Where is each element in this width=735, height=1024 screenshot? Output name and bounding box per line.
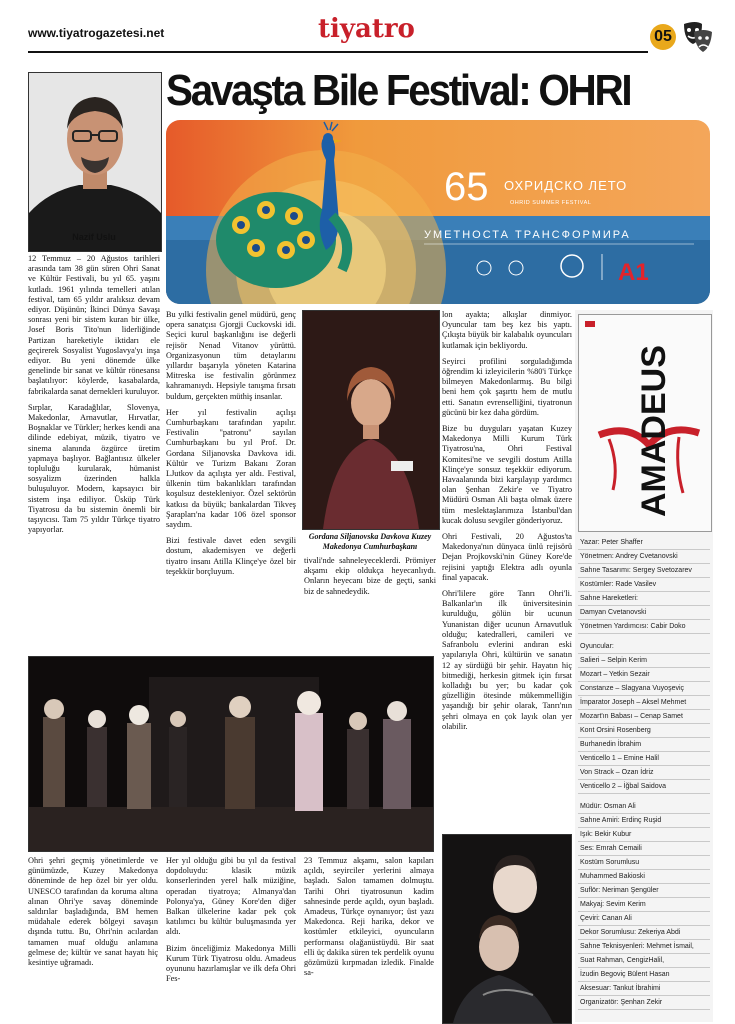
paragraph: Ohri'lilere göre Tanrı Ohri'li. Balkanlar'ın ilk üniversitesinin kurulduğu, gölün bir ucunun Yunanistan diğer ucunun Arnavutluk olduğu; katedralleri, camileri ve Safranbolu evlerini andıran eski yapılarıyla Ohri, kültürün ve sanatın 12 ay sürdüğü bir şehir. Hayatın hiç bitmediği, herkesin gitmek için fırsat kolladığı bu yer; bu kadar çok güzelliğin ötesinde mükemmelliğin yaşandığı bir şehir olarak, Tanrı'nın şehri olmaya en çok layık olan yer olabilir. [442,589,572,731]
article-column-4 [442,310,572,738]
paragraph: Her yıl festivalin açılışı Cumhurbaşkanı tarafından yapılır. Festivalin "patronu" sayılan Cumhurbaşkanı bu yıl Prof. Dr. Gordana Siljanovska Davkova idi. Kültür ve Turizm Bakanı Zoran LJutkov da açılışta yer aldı. Festival, ülkenin tüm bakanlıkları tarafından koşulsuz destekleniyor. Özel sektörün katkısı da büyük; bankalardan Tikveş Şarapları'na kadar 106 özel sponsor saydım. [166,407,296,530]
banner-title-en: OHRID SUMMER FESTIVAL [510,200,592,206]
paragraph: Bizim önceliğimiz Makedonya Milli Kurum Türk Tiyatrosu oldu. Amadeus oyununu hazırlamışlar ve ilk defa Ohri Fes- [166,943,296,984]
credit-line: Sahne Amiri: Erdinç Ruşid [578,814,710,828]
credit-line: Burhanedin İbrahim [578,738,710,752]
credit-line: Çeviri: Canan Ali [578,912,710,926]
president-photo [302,310,440,530]
credit-line: Organizatör: Şenhan Zekir [578,996,710,1010]
festival-banner [166,120,710,304]
article-column-7 [304,856,434,984]
paragraph: Seyirci profilini sorguladığımda öğrendim ki izleyicilerin %80'i Türkçe bilmeyen Makedonlarmış. Bu bilgi beni hem çok şaşırttı hem de mutlu etti. Sanatın evrenselliğini, tiyatronun gücünü bir kez daha gördüm. [442,356,572,417]
credit-line: Müdür: Osman Ali [578,800,710,814]
site-url: www.tiyatrogazetesi.net [28,26,165,40]
paragraph: Bu yılki festivalin genel müdürü, genç opera sanatçısı Gjorgji Cuckovski idi. Seçici kurul başkanlığını ise değerli rejisör Nenad Vitanov yürüttü. Organizasyonun tüm detaylarını yıllardır başarıyla yöneten Katarina Mitreska ise festivalin görünmez kahramanıydı. Hepsiyle tanışma fırsatı buldum, gerçekten müthiş insanlar. [166,310,296,401]
paragraph: lon ayakta; alkışlar dinmiyor. Oyuncular tam beş kez bis yaptı. Çıkışta büyük bir kalabalık oyuncuları kutlamak için bekliyordu. [442,310,572,350]
paragraph: Ohri Festivali, 20 Ağustos'ta Makedonya'nın dünyaca ünlü rejisörü Dejan Projkovski'nin Güney Kore'de rejisini yaptığı Elektra adlı oyunla final yapacak. [442,532,572,582]
paragraph: Bizi festivale davet eden sevgili dostum, akademisyen ve değerli tiyatro insanı Atilla Klinçe'ye özel bir teşekkür borçluyum. [166,536,296,576]
credit-line: Mozart'ın Babası – Cenap Samet [578,710,710,724]
page-number: 05 [650,24,676,50]
paragraph: 23 Temmuz akşamı, salon kapıları açıldı, seyirciler yerlerini almaya başladı. Salon tamamen dolmuştu. Tarihi Ohri tiyatrosunun kadim sahnesinde perde açıldı, oyun başladı. Amadeus, Türkçe oynanıyor; üst yazı Makedonca. Reji harika, dekor ve kostümler etkileyici, oyuncuların performansı olağanüstüydü. Bir saat elli üç dakika süren tek perdelik oyunu gözümüzü kırpmadan izledik. Finalde sa- [304,856,434,978]
credit-line: Salieri – Selpin Kerim [578,654,710,668]
credits-list [578,536,710,1010]
credit-line: Suat Rahman, CengizHalil, [578,954,710,968]
author-photo [28,72,162,252]
author-name: Nazif Uslu [72,232,116,242]
article-column-5 [28,856,158,974]
header-rule [28,51,648,53]
credit-line: Kostümler: Rade Vasilev [578,578,710,592]
credit-line: Sahne Teknisyenleri: Mehmet İsmail, [578,940,710,954]
theatre-masks-icon [680,20,714,54]
credit-line: Von Strack – Ozan İdriz [578,766,710,780]
credit-line: Sahne Hareketleri: [578,592,710,606]
credit-line: Ses: Emrah Cemaili [578,842,710,856]
article-column-1 [28,254,160,541]
credit-line: Dekor Sorumlusu: Zekeriya Abdi [578,926,710,940]
credit-line: Venticello 1 – Emine Halil [578,752,710,766]
credit-line: Makyaj: Sevim Kerim [578,898,710,912]
paragraph: 12 Temmuz – 20 Ağustos tarihleri arasında tam 38 gün süren Ohri Sanat ve Kültür Festivali, bu yıl 65. yaşını kutladı. 1961 yılında temelleri atılan festival, tam 65 yıldır aralıksız devam ediyor. Düşünün; İkinci Dünya Savaşı sonrası yeni bir sistem kuran bir ülke, Josef Boris Tito'nun liderliğinde Partizan hareketiyle iktidarı ele geçirerek Sosyalist Yugoslavya'yı inşa ediyor. Bu yeni dönemde ülke genelinde bir sanat ve kültür rönesansı başlatılıyor: köylerde, kasabalarda, fabrikalarda sanat dernekleri kuruluyor. [28,254,160,396]
credit-line: Constanze – Slagyana Vuyoşeviç [578,682,710,696]
credit-line: Yönetmen: Andrey Cvetanovski [578,550,710,564]
banner-tagline: УМЕТНОСТА ТРАНСФОРМИРА [424,229,631,241]
credit-line: Suflör: Neriman Şengüler [578,884,710,898]
credit-line: Işık: Bekir Kubur [578,828,710,842]
sponsor-logo: A1 [618,259,649,286]
banner-number: 65 [444,165,489,209]
paragraph: Her yıl olduğu gibi bu yıl da festival dopdoluydu: klasik müzik konserlerinden yerel halk müziğine, operadan tiyatroya; Almanya'dan Polonya'ya, Güney Kore'den diğer Balkan ülkelerine kadar pek çok katılımcı bu kültür buluşmasında yer aldı. [166,856,296,937]
credit-line: Yönetmen Yardımcısı: Cabir Doko [578,620,710,634]
article-column-3 [304,556,436,603]
credit-line: Damyan Cvetanovski [578,606,710,620]
credit-line: İzudin Begoviç Bülent Hasan [578,968,710,982]
article-column-6 [166,856,296,990]
article-headline: Savaşta Bile Festival: OHRI [166,66,631,115]
actors-photo [442,834,572,1024]
credit-line: Kostüm Sorumlusu [578,856,710,870]
credit-line: Sahne Tasarımı: Sergey Svetozarev [578,564,710,578]
credit-line: Yazar: Peter Shaffer [578,536,710,550]
credit-line: Oyuncular: [578,640,710,654]
paragraph: Ohri şehri geçmiş yönetimlerde ve günümüzde, Kuzey Makedonya döneminde de hep özel bir yer oldu. UNESCO tarafından da koruma altına alınan Ohri'ye savaş döneminde saldırılar başladığında, BM hemen müdahale ederek bölgeyi savaşın dışında tuttu. Bu, Ohri'nin acılardan tamamen muaf olduğu anlamına gelmese de; kültür ve sanat hayatı hiç kesintiye uğramadı. [28,856,158,968]
banner-title-mk: ОХРИДСКО ЛЕТО [504,178,628,193]
credit-line: Aksesuar: Tankut İbrahimi [578,982,710,996]
paragraph: tivali'nde sahneleyeceklerdi. Prömiyer akşamı ekip oldukça heyecanlıydı. Onların heyecanı bize de geçti, sanki biz de sahnedeydik. [304,556,436,596]
stage-photo [28,656,434,852]
credit-line: Kont Orsini Rosenberg [578,724,710,738]
amadeus-poster [578,314,712,532]
paragraph: Sırplar, Karadağlılar, Slovenya, Makedonlar, Arnavutlar, Hırvatlar, Boşnaklar ve Türkler; herkes kendi ana dilinde edebiyat, müzik, tiyatro ve sinema alanında özgürce üretim yapmaya başlıyor. Bağlantısız ülkeler topluluğu kurularak, hümanist sosyalizm üzerinden halkla buluşuluyor. Modern, kapsayıcı bir sistem inşa ediliyor. Üsküp Türk Tiyatrosu da bu sistemin önemli bir taşıyıcısı. Tam 75 yıldır Türkçe tiyatro yapıyorlar. [28,402,160,535]
section-title: tiyatro [318,14,415,44]
credit-line: Mozart – Yetkin Sezair [578,668,710,682]
credit-line: Muhammed Bakioski [578,870,710,884]
credit-line: Venticello 2 – İğbal Saidova [578,780,710,794]
photo-caption: Gordana Siljanovska Davkova Kuzey Makedonya Cumhurbaşkanı [308,532,432,551]
poster-title: AMADEUS [635,345,673,517]
credit-line: İmparator Joseph – Aksel Mehmet [578,696,710,710]
article-column-2 [166,310,296,583]
paragraph: Bize bu duyguları yaşatan Kuzey Makedonya Milli Kurum Türk Tiyatrosu'na, Ohri Festival Komitesi'ne ve sevgili dostum Atilla Klinçe'ye sonsuz teşekkür ediyorum. Havaalanında bizi karşılayıp yardımcı olan Şenhan Zekir'e ve Tiyatro Müdürü Osman Ali başta olmak üzere tüm meslektaşlarımıza İstanbul'dan kucak dolusu sevgiler gönderiyoruz. [442,424,572,525]
